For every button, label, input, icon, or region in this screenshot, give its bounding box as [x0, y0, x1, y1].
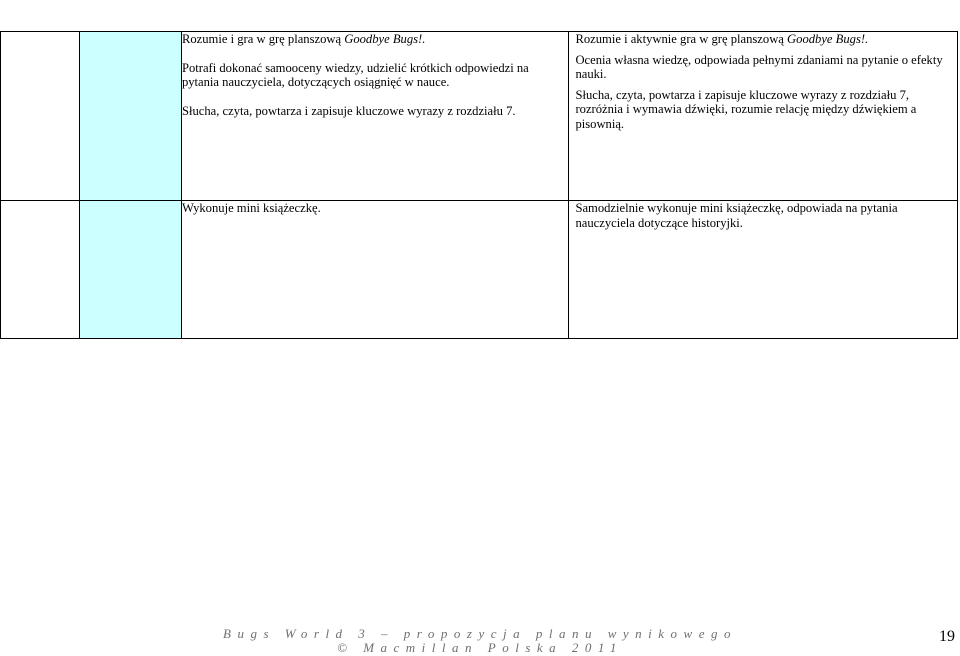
requirement-paragraph: Wykonuje mini książeczkę.	[181, 201, 321, 215]
footer-title: Bugs World 3 – propozycja planu wynikowego	[223, 626, 737, 641]
cyan-highlight-cell	[79, 201, 181, 339]
requirement-paragraph: Słucha, czyta, powtarza i zapisuje kluczowe wyrazy z rozdziału 7.	[181, 103, 516, 118]
extended-requirements-cell	[569, 32, 958, 201]
curriculum-table	[0, 31, 958, 339]
requirement-paragraph: Rozumie i gra w grę planszową Goodbye Bugs!.	[181, 32, 426, 46]
table-row	[1, 32, 958, 201]
requirement-paragraph: Potrafi dokonać samooceny wiedzy, udzielić krótkich odpowiedzi na pytania nauczyciela, dotyczących osiągnięć w nauce.	[181, 60, 529, 89]
table-row	[1, 201, 958, 339]
page-number: 19	[939, 628, 955, 645]
extended-requirements-cell	[569, 201, 958, 339]
empty-cell	[1, 201, 80, 339]
footer-copyright: © Macmillan Polska 2011	[337, 640, 623, 655]
requirement-paragraph: Rozumie i aktywnie gra w grę planszową Goodbye Bugs!.	[575, 32, 869, 46]
requirement-paragraph: Samodzielnie wykonuje mini książeczkę, odpowiada na pytania nauczyciela dotyczące historyjki.	[575, 201, 898, 230]
requirement-paragraph: Słucha, czyta, powtarza i zapisuje kluczowe wyrazy z rozdziału 7, rozróżnia i wymawia dźwięki, rozumie relację między dźwiękiem a pisownią.	[575, 87, 917, 131]
requirement-paragraph: Ocenia własna wiedzę, odpowiada pełnymi zdaniami na pytanie o efekty nauki.	[575, 52, 943, 81]
basic-requirements-cell	[181, 201, 569, 339]
basic-requirements-cell	[181, 32, 569, 201]
empty-cell	[1, 32, 80, 201]
cyan-highlight-cell	[79, 32, 181, 201]
